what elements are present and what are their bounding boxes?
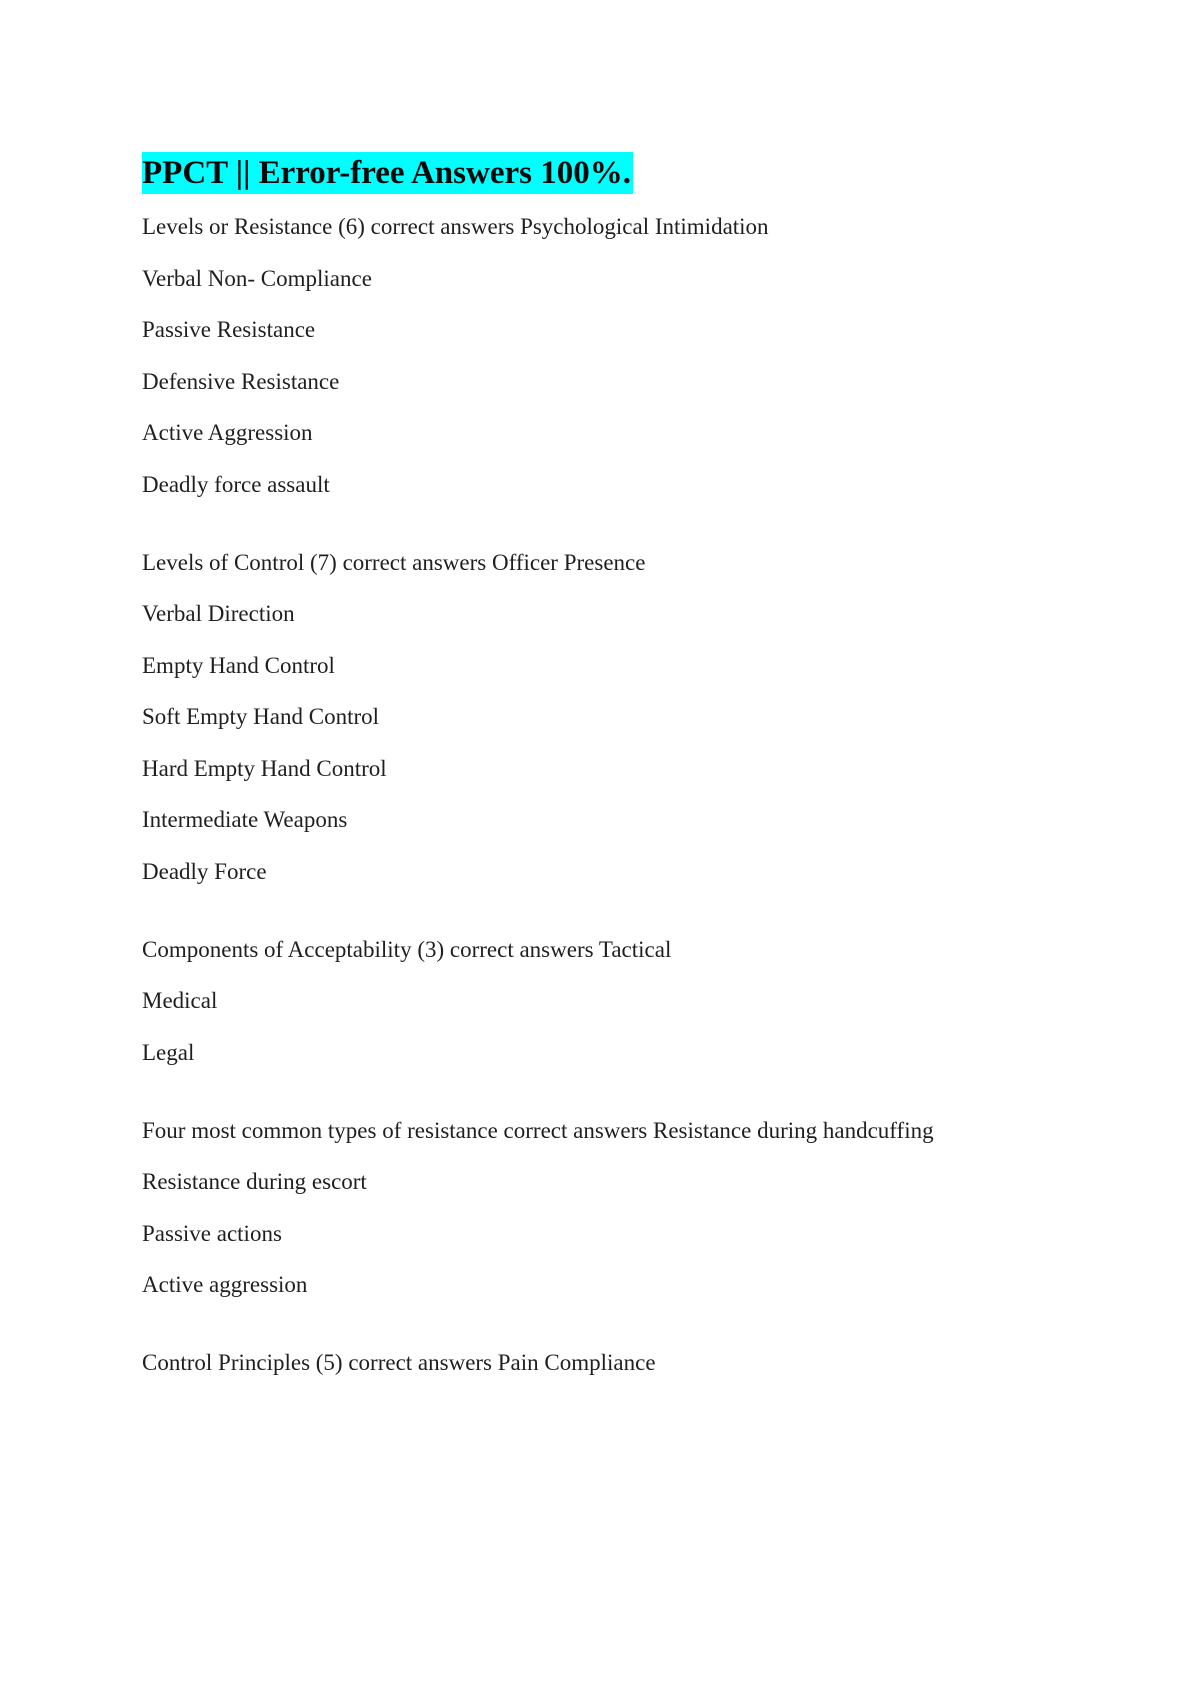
qa-line: Verbal Non- Compliance	[142, 265, 372, 291]
document-body	[142, 152, 1102, 1428]
qa-line: Levels of Control (7) correct answers Officer Presence	[142, 549, 646, 575]
qa-line: Medical	[142, 988, 218, 1013]
qa-line: Defensive Resistance	[142, 368, 340, 394]
qa-line: Legal	[142, 1039, 195, 1065]
qa-line: Hard Empty Hand Control	[142, 755, 387, 781]
qa-line: Four most common types of resistance correct answers Resistance during handcuffing	[142, 1117, 934, 1143]
qa-line: Control Principles (5) correct answers Pain Compliance	[142, 1350, 656, 1375]
section-levels-of-resistance	[142, 214, 1102, 498]
qa-line: Deadly Force	[142, 858, 267, 884]
document-title: PPCT || Error-free Answers 100%.	[142, 152, 633, 194]
section-levels-of-control	[142, 550, 1102, 885]
qa-line: Empty Hand Control	[142, 652, 335, 678]
section-types-of-resistance	[142, 1118, 1102, 1299]
qa-line: Components of Acceptability (3) correct answers Tactical	[142, 936, 672, 962]
qa-line: Passive actions	[142, 1220, 282, 1246]
qa-line: Active aggression	[142, 1272, 308, 1297]
qa-line: Resistance during escort	[142, 1169, 367, 1194]
qa-line: Verbal Direction	[142, 601, 295, 626]
qa-line: Deadly force assault	[142, 471, 330, 497]
section-control-principles	[142, 1350, 1102, 1376]
qa-line: Passive Resistance	[142, 317, 316, 342]
qa-line: Levels or Resistance (6) correct answers Psychological Intimidation	[142, 214, 769, 239]
qa-line: Intermediate Weapons	[142, 807, 348, 832]
qa-line: Soft Empty Hand Control	[142, 704, 380, 729]
section-components-of-acceptability	[142, 937, 1102, 1066]
qa-line: Active Aggression	[142, 420, 313, 445]
